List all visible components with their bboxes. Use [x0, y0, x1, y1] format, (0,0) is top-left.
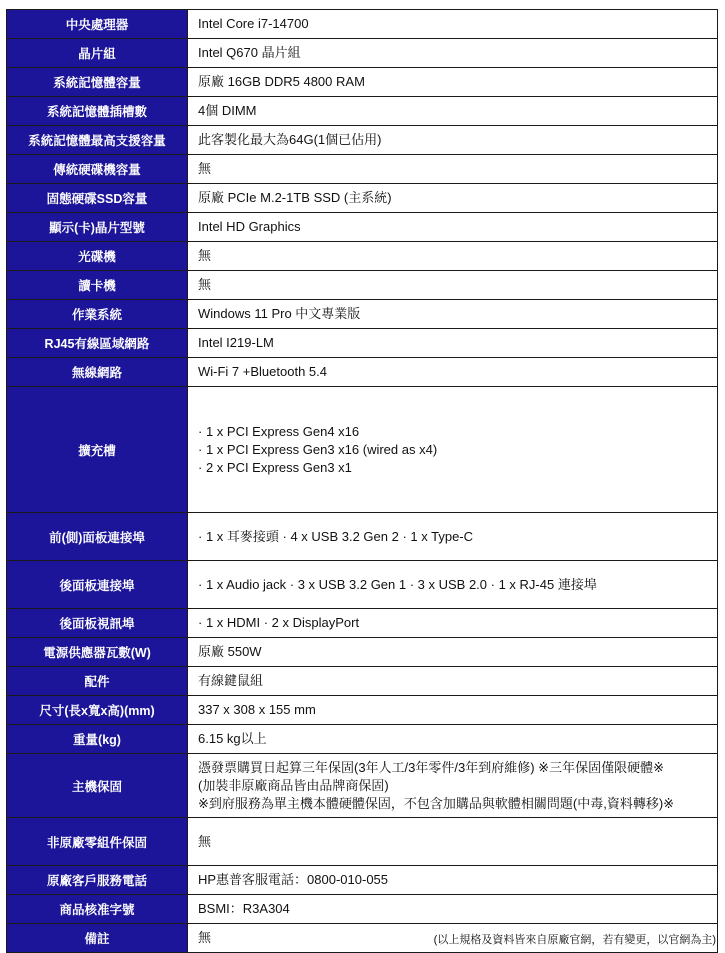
spec-label: 主機保固	[7, 754, 188, 818]
spec-label: 商品核准字號	[7, 895, 188, 924]
spec-row	[7, 638, 718, 667]
spec-value	[188, 609, 718, 638]
spec-value	[188, 358, 718, 387]
spec-row	[7, 387, 718, 513]
spec-row	[7, 513, 718, 561]
spec-label: 光碟機	[7, 242, 188, 271]
spec-value-line: 此客製化最大為64G(1個已佔用)	[198, 132, 382, 147]
spec-label: 非原廠零組件保固	[7, 818, 188, 866]
spec-value-line: 無	[198, 833, 212, 849]
spec-label: 後面板連接埠	[7, 561, 188, 609]
spec-value	[188, 242, 718, 271]
spec-value-line: 無	[198, 930, 212, 945]
spec-value	[188, 513, 718, 561]
spec-value	[188, 638, 718, 667]
spec-label: 固態硬碟SSD容量	[7, 184, 188, 213]
spec-row	[7, 10, 718, 39]
spec-value-line: · 2 x PCI Express Gen3 x1	[198, 459, 352, 475]
spec-value	[188, 10, 718, 39]
spec-value-line: 無	[198, 277, 212, 292]
spec-value	[188, 300, 718, 329]
spec-row	[7, 561, 718, 609]
spec-value	[188, 387, 718, 513]
spec-row	[7, 754, 718, 818]
spec-row	[7, 609, 718, 638]
spec-value	[188, 866, 718, 895]
spec-value-line: 4個 DIMM	[198, 103, 257, 118]
spec-value-line: · 1 x Audio jack · 3 x USB 3.2 Gen 1 · 3 x USB 2.0 · 1 x RJ-45 連接埠	[198, 576, 597, 592]
spec-value-line: · 1 x HDMI · 2 x DisplayPort	[198, 615, 360, 630]
spec-value-line: HP惠普客服電話：0800-010-055	[198, 872, 389, 887]
spec-value-line: 6.15 kg以上	[198, 731, 267, 746]
spec-label: 重量(kg)	[7, 725, 188, 754]
spec-value-line: 337 x 308 x 155 mm	[198, 702, 316, 717]
spec-value-line: · 1 x PCI Express Gen4 x16	[198, 423, 360, 439]
spec-label: 系統記憶體最高支援容量	[7, 126, 188, 155]
spec-value	[188, 126, 718, 155]
spec-value-line: 原廠 550W	[198, 644, 262, 659]
spec-row	[7, 184, 718, 213]
spec-table	[6, 9, 718, 953]
spec-label: 無線網路	[7, 358, 188, 387]
spec-row	[7, 242, 718, 271]
spec-label: 尺寸(長x寬x高)(mm)	[7, 696, 188, 725]
spec-label: 前(側)面板連接埠	[7, 513, 188, 561]
spec-value	[188, 97, 718, 126]
spec-label: 擴充槽	[7, 387, 188, 513]
spec-value-line: Intel Core i7-14700	[198, 16, 309, 31]
spec-label: 電源供應器瓦數(W)	[7, 638, 188, 667]
spec-value-line: 有線鍵鼠組	[198, 673, 264, 688]
spec-value	[188, 68, 718, 97]
spec-value	[188, 184, 718, 213]
footnote: (以上規格及資料皆來自原廠官網，若有變更，以官網為主)	[433, 934, 716, 946]
spec-value	[188, 667, 718, 696]
spec-row	[7, 213, 718, 242]
spec-row	[7, 271, 718, 300]
spec-row	[7, 895, 718, 924]
spec-value	[188, 754, 718, 818]
spec-label: 顯示(卡)晶片型號	[7, 213, 188, 242]
spec-value	[188, 818, 718, 866]
spec-label: RJ45有線區域網路	[7, 329, 188, 358]
spec-label: 系統記憶體容量	[7, 68, 188, 97]
spec-value-line: 憑發票購買日起算三年保固(3年人工/3年零件/3年到府維修) ※三年保固僅限硬體※	[198, 759, 664, 775]
spec-value-line: Intel Q670 晶片組	[198, 45, 301, 60]
spec-value	[188, 271, 718, 300]
spec-row	[7, 68, 718, 97]
spec-row	[7, 155, 718, 184]
spec-value-line: 原廠 PCIe M.2-1TB SSD (主系統)	[198, 190, 392, 205]
spec-row	[7, 667, 718, 696]
spec-value-line: Windows 11 Pro 中文專業版	[198, 306, 361, 321]
spec-value-line: BSMI：R3A304	[198, 901, 290, 916]
spec-value-line: Intel HD Graphics	[198, 219, 301, 234]
spec-row	[7, 329, 718, 358]
spec-label: 原廠客戶服務電話	[7, 866, 188, 895]
spec-row	[7, 866, 718, 895]
spec-label: 作業系統	[7, 300, 188, 329]
spec-value-line: Intel I219-LM	[198, 335, 274, 350]
spec-value-line: Wi-Fi 7 +Bluetooth 5.4	[198, 364, 327, 379]
spec-value	[188, 696, 718, 725]
spec-value	[188, 329, 718, 358]
spec-value	[188, 213, 718, 242]
spec-label: 讀卡機	[7, 271, 188, 300]
spec-value-line: 無	[198, 161, 212, 176]
spec-value-line: ※到府服務為單主機本體硬體保固，不包含加購品與軟體相關問題(中毒,資料轉移)※	[198, 795, 675, 811]
spec-label: 備註	[7, 924, 188, 953]
spec-label: 中央處理器	[7, 10, 188, 39]
spec-value-line: (加裝非原廠商品皆由品牌商保固)	[198, 777, 389, 793]
spec-label: 晶片組	[7, 39, 188, 68]
spec-value	[188, 895, 718, 924]
spec-value	[188, 155, 718, 184]
spec-value	[188, 561, 718, 609]
spec-row	[7, 696, 718, 725]
spec-row	[7, 358, 718, 387]
spec-label: 後面板視訊埠	[7, 609, 188, 638]
spec-row	[7, 126, 718, 155]
spec-label: 配件	[7, 667, 188, 696]
spec-label: 傳統硬碟機容量	[7, 155, 188, 184]
spec-row	[7, 818, 718, 866]
spec-value-line: · 1 x 耳麥接頭 · 4 x USB 3.2 Gen 2 · 1 x Type-C	[198, 528, 474, 544]
spec-value-line: 原廠 16GB DDR5 4800 RAM	[198, 74, 365, 89]
spec-row	[7, 300, 718, 329]
spec-row	[7, 725, 718, 754]
spec-value	[188, 39, 718, 68]
spec-value	[188, 725, 718, 754]
spec-value-line: · 1 x PCI Express Gen3 x16 (wired as x4)	[198, 441, 438, 457]
spec-value-line: 無	[198, 248, 212, 263]
spec-row	[7, 39, 718, 68]
spec-label: 系統記憶體插槽數	[7, 97, 188, 126]
spec-row	[7, 97, 718, 126]
